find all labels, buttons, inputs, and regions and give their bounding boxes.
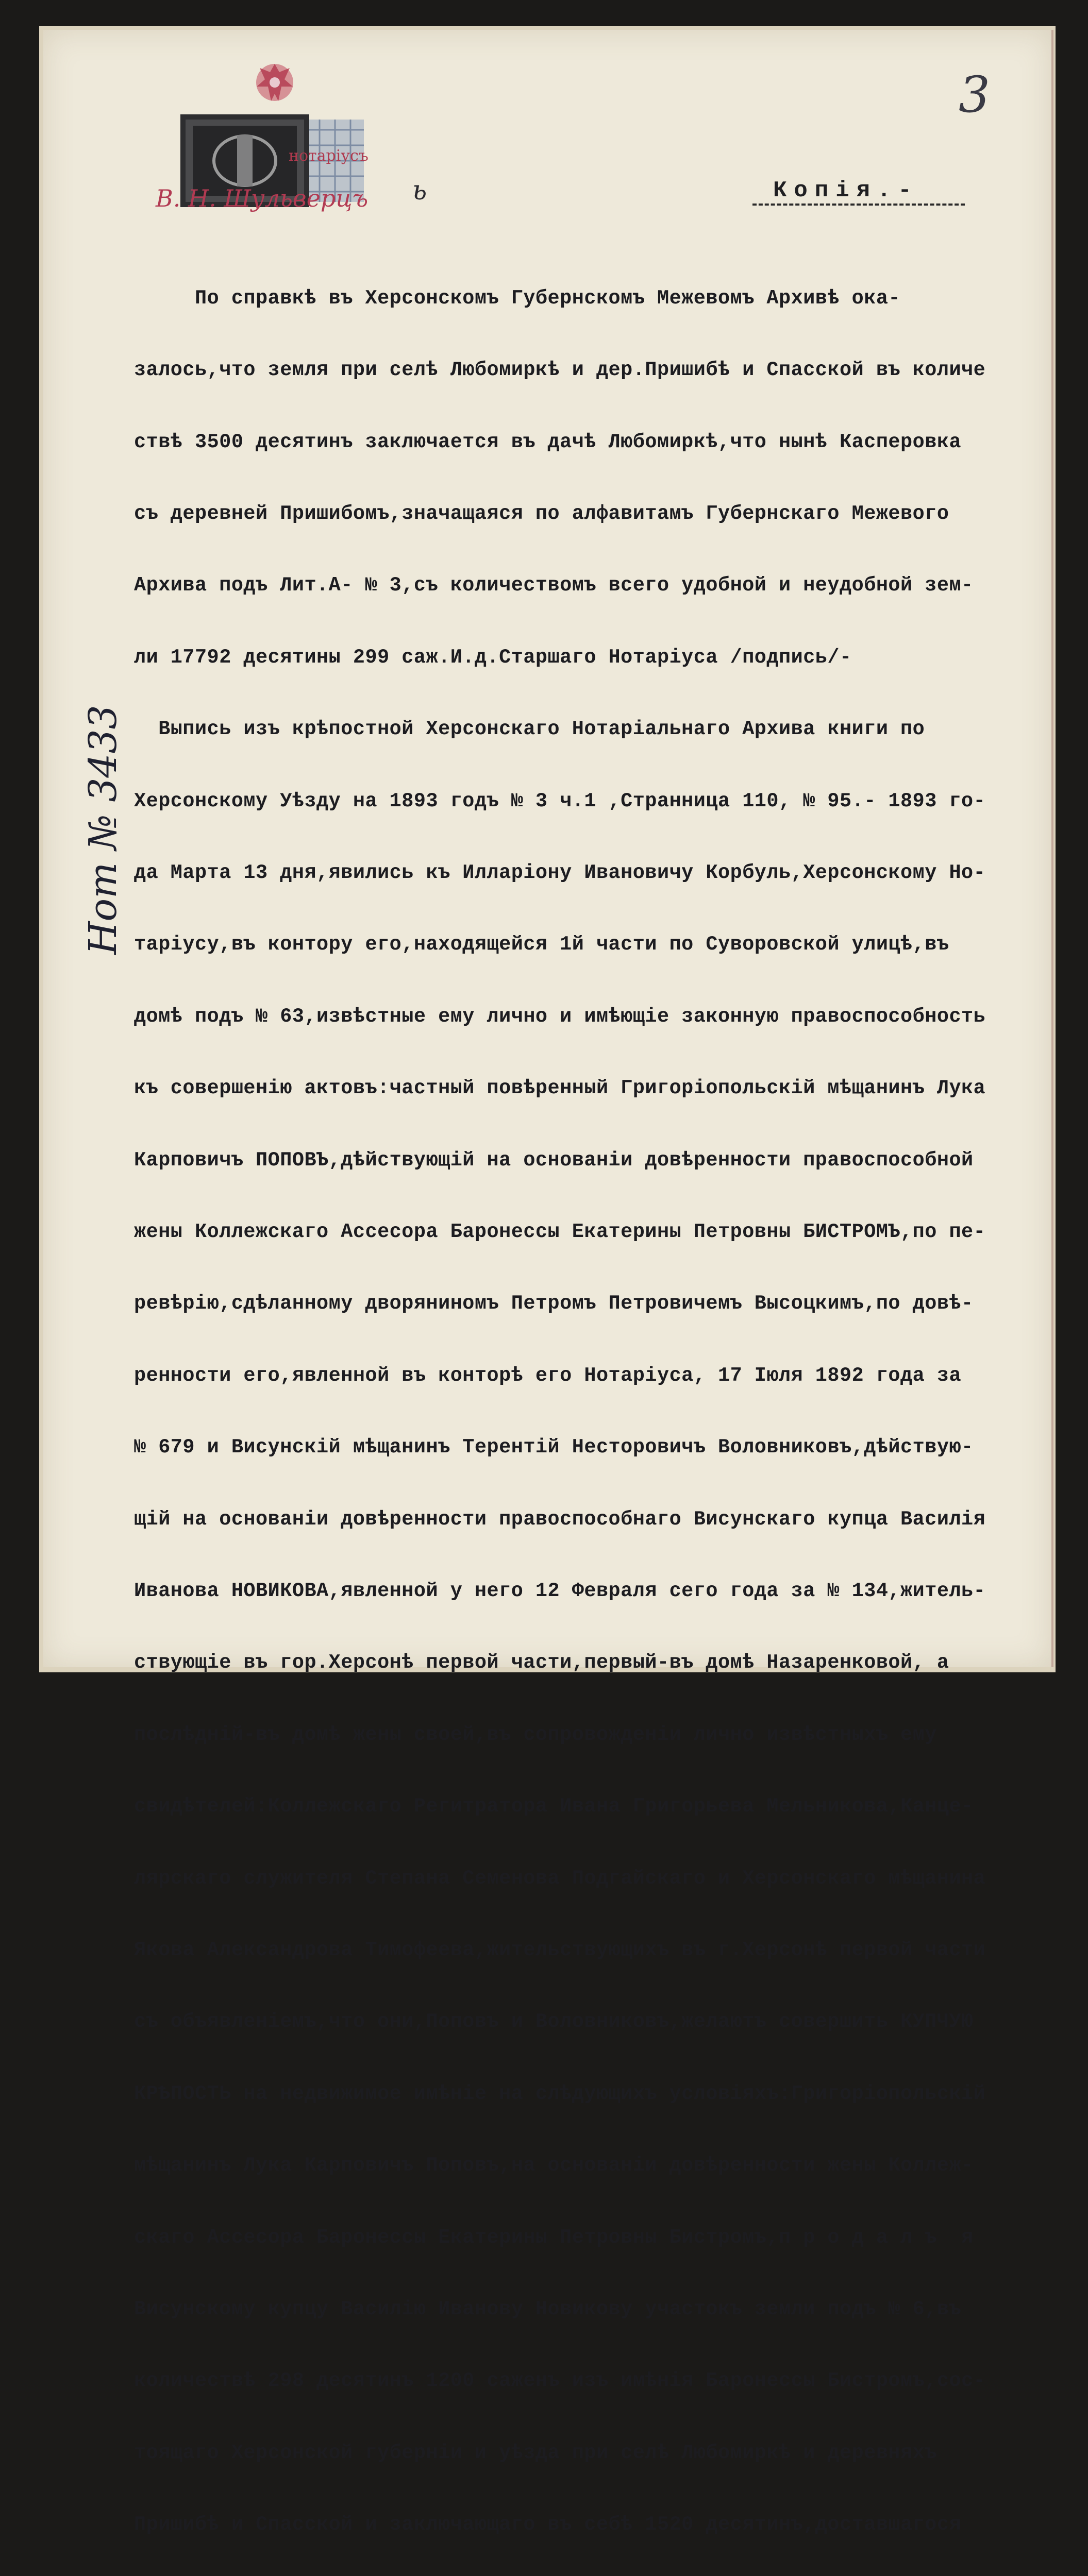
body-line: залось,что земля при селѣ Любомиркѣ и дер.Пришибѣ и Спасской въ количе [134, 359, 986, 382]
body-line: тоящаго Херсонской губерніи и уѣзда при селѣ Любомиркѣ и деревняхъ [134, 2441, 937, 2464]
body-line: послѣдній-въ домѣ жены своей,въ сопровожденіи лично извѣстныхъ ему [134, 1723, 937, 1746]
body-line: Херсонскому Уѣзду на 1893 годъ № 3 ч.1 ,Странница 110, № 95.- 1893 го- [134, 789, 986, 812]
margin-note [72, 582, 134, 953]
body-line: таріусу,въ контору его,находящейся 1й части по Суворовской улицѣ,въ [134, 933, 949, 956]
body-line: мѣщанинъ Лука Карповичъ Поповъ,на основаніи довѣренности жены Коллеж- [134, 2154, 974, 2177]
body-line: скаго Ассесора Баронессы Екатерины Петровны Бистромъ,п р о д а л ъ я [134, 2226, 974, 2249]
copy-heading: Копія.- [773, 178, 919, 204]
body-line: Выпись изъ крѣпостной Херсонскаго Нотаріальнаго Архива книги по [134, 718, 925, 741]
body-line: количествѣ 298 десятинъ 1200 саженъ изъ имѣнія Баронессы Бистромъ,сос- [134, 2369, 986, 2393]
body-line: № 679 и Висунскій мѣщанинъ Терентій Несторовичъ Воловниковъ,дѣйствую- [134, 1436, 974, 1459]
body-line: щій на основаніи довѣренности правоспособнаго Висунскаго купца Василія [134, 1507, 986, 1531]
double-headed-eagle-emblem [253, 58, 297, 108]
body-line: Карповичъ ПОПОВЪ,дѣйствующій на основаніи довѣренности правоспособной [134, 1148, 974, 1172]
margin-note-text: Нот № 3433 [81, 705, 125, 955]
body-line: да Марта 13 дня,явились къ Илларіону Ивановичу Корбуль,Херсонскому Но- [134, 861, 986, 884]
document-body [134, 245, 1031, 2576]
body-line: домѣ подъ № 63,извѣстные ему лично и имѣющіе законную правоспособность [134, 1005, 986, 1028]
body-line: ли 17792 десятины 299 саж.И.д.Старшаго Нотаріуса /подпись/- [134, 646, 852, 669]
body-line: свидѣтелей:Коллежскаго Регитратора Ивана Григорьева Мельникова,Канце- [134, 1795, 974, 1818]
notary-signature: В. Н. Шульверцъ [156, 184, 369, 212]
body-line: ствующіе въ гор.Херсонѣ первой части,первый-въ домѣ Назаренковой, а [134, 1651, 949, 1674]
heading-underline [752, 204, 965, 206]
body-line: жены Коллежскаго Ассесора Баронессы Екатерины Петровны БИСТРОМЪ,по пе- [134, 1220, 986, 1243]
body-line: ствѣ 3500 десятинъ заключается въ дачѣ Любомиркѣ,что нынѣ Касперовка [134, 430, 962, 453]
body-line: Якова Александрова Тимофеева,жительствующихъ въ г.Херсонѣ первой части [134, 1939, 986, 1962]
body-line: съ объявленіемъ,что они,Поповъ и Воловниковъ,желаютъ совершить КУПЧУЮ [134, 2010, 974, 2033]
body-line: Пришибѣ и Спасской и заключающаго въ себѣ 1520 десятинъ,доставшагося [134, 2513, 962, 2536]
notary-stamp-text: нотаріусъ [289, 147, 369, 165]
body-line: лярскаго служителя Степана Семенова Подгайскаго и Херсонскаго мѣщанина [134, 1867, 986, 1890]
body-line: ренности его,явленной въ конторѣ его Нотаріуса, 17 Іюля 1892 года за [134, 1364, 962, 1387]
page-number: 3 [959, 66, 991, 124]
body-line: ревѣрію,сдѣланному дворяниномъ Петромъ Петровичемъ Высоцкимъ,по довѣ- [134, 1292, 974, 1315]
body-line: Висунскому купцу Василію Иванову Новикову участокъ земли подъ № 6,въ [134, 2298, 962, 2321]
body-line: КРѢПОСТЬ на недвижимое имѣніе на слѣдующихъ условіяхъ:Григоріопольскій [134, 2082, 986, 2105]
body-line: По справкѣ въ Херсонскомъ Губернскомъ Межевомъ Архивѣ ока- [134, 286, 901, 310]
body-line: къ совершенію актовъ:частный повѣренный Григоріопольскій мѣщанинъ Лука [134, 1077, 986, 1100]
body-line: Архива подъ Лит.А- № 3,съ количествомъ всего удобной и неудобной зем- [134, 574, 974, 597]
body-line: Иванова НОВИКОВА,явленной у него 12 Февраля сего года за № 134,житель- [134, 1580, 986, 1603]
body-line: съ деревней Пришибомъ,значащаяся по алфавитамъ Губернскаго Межевого [134, 502, 949, 525]
handwritten-mark: ь [412, 175, 427, 206]
